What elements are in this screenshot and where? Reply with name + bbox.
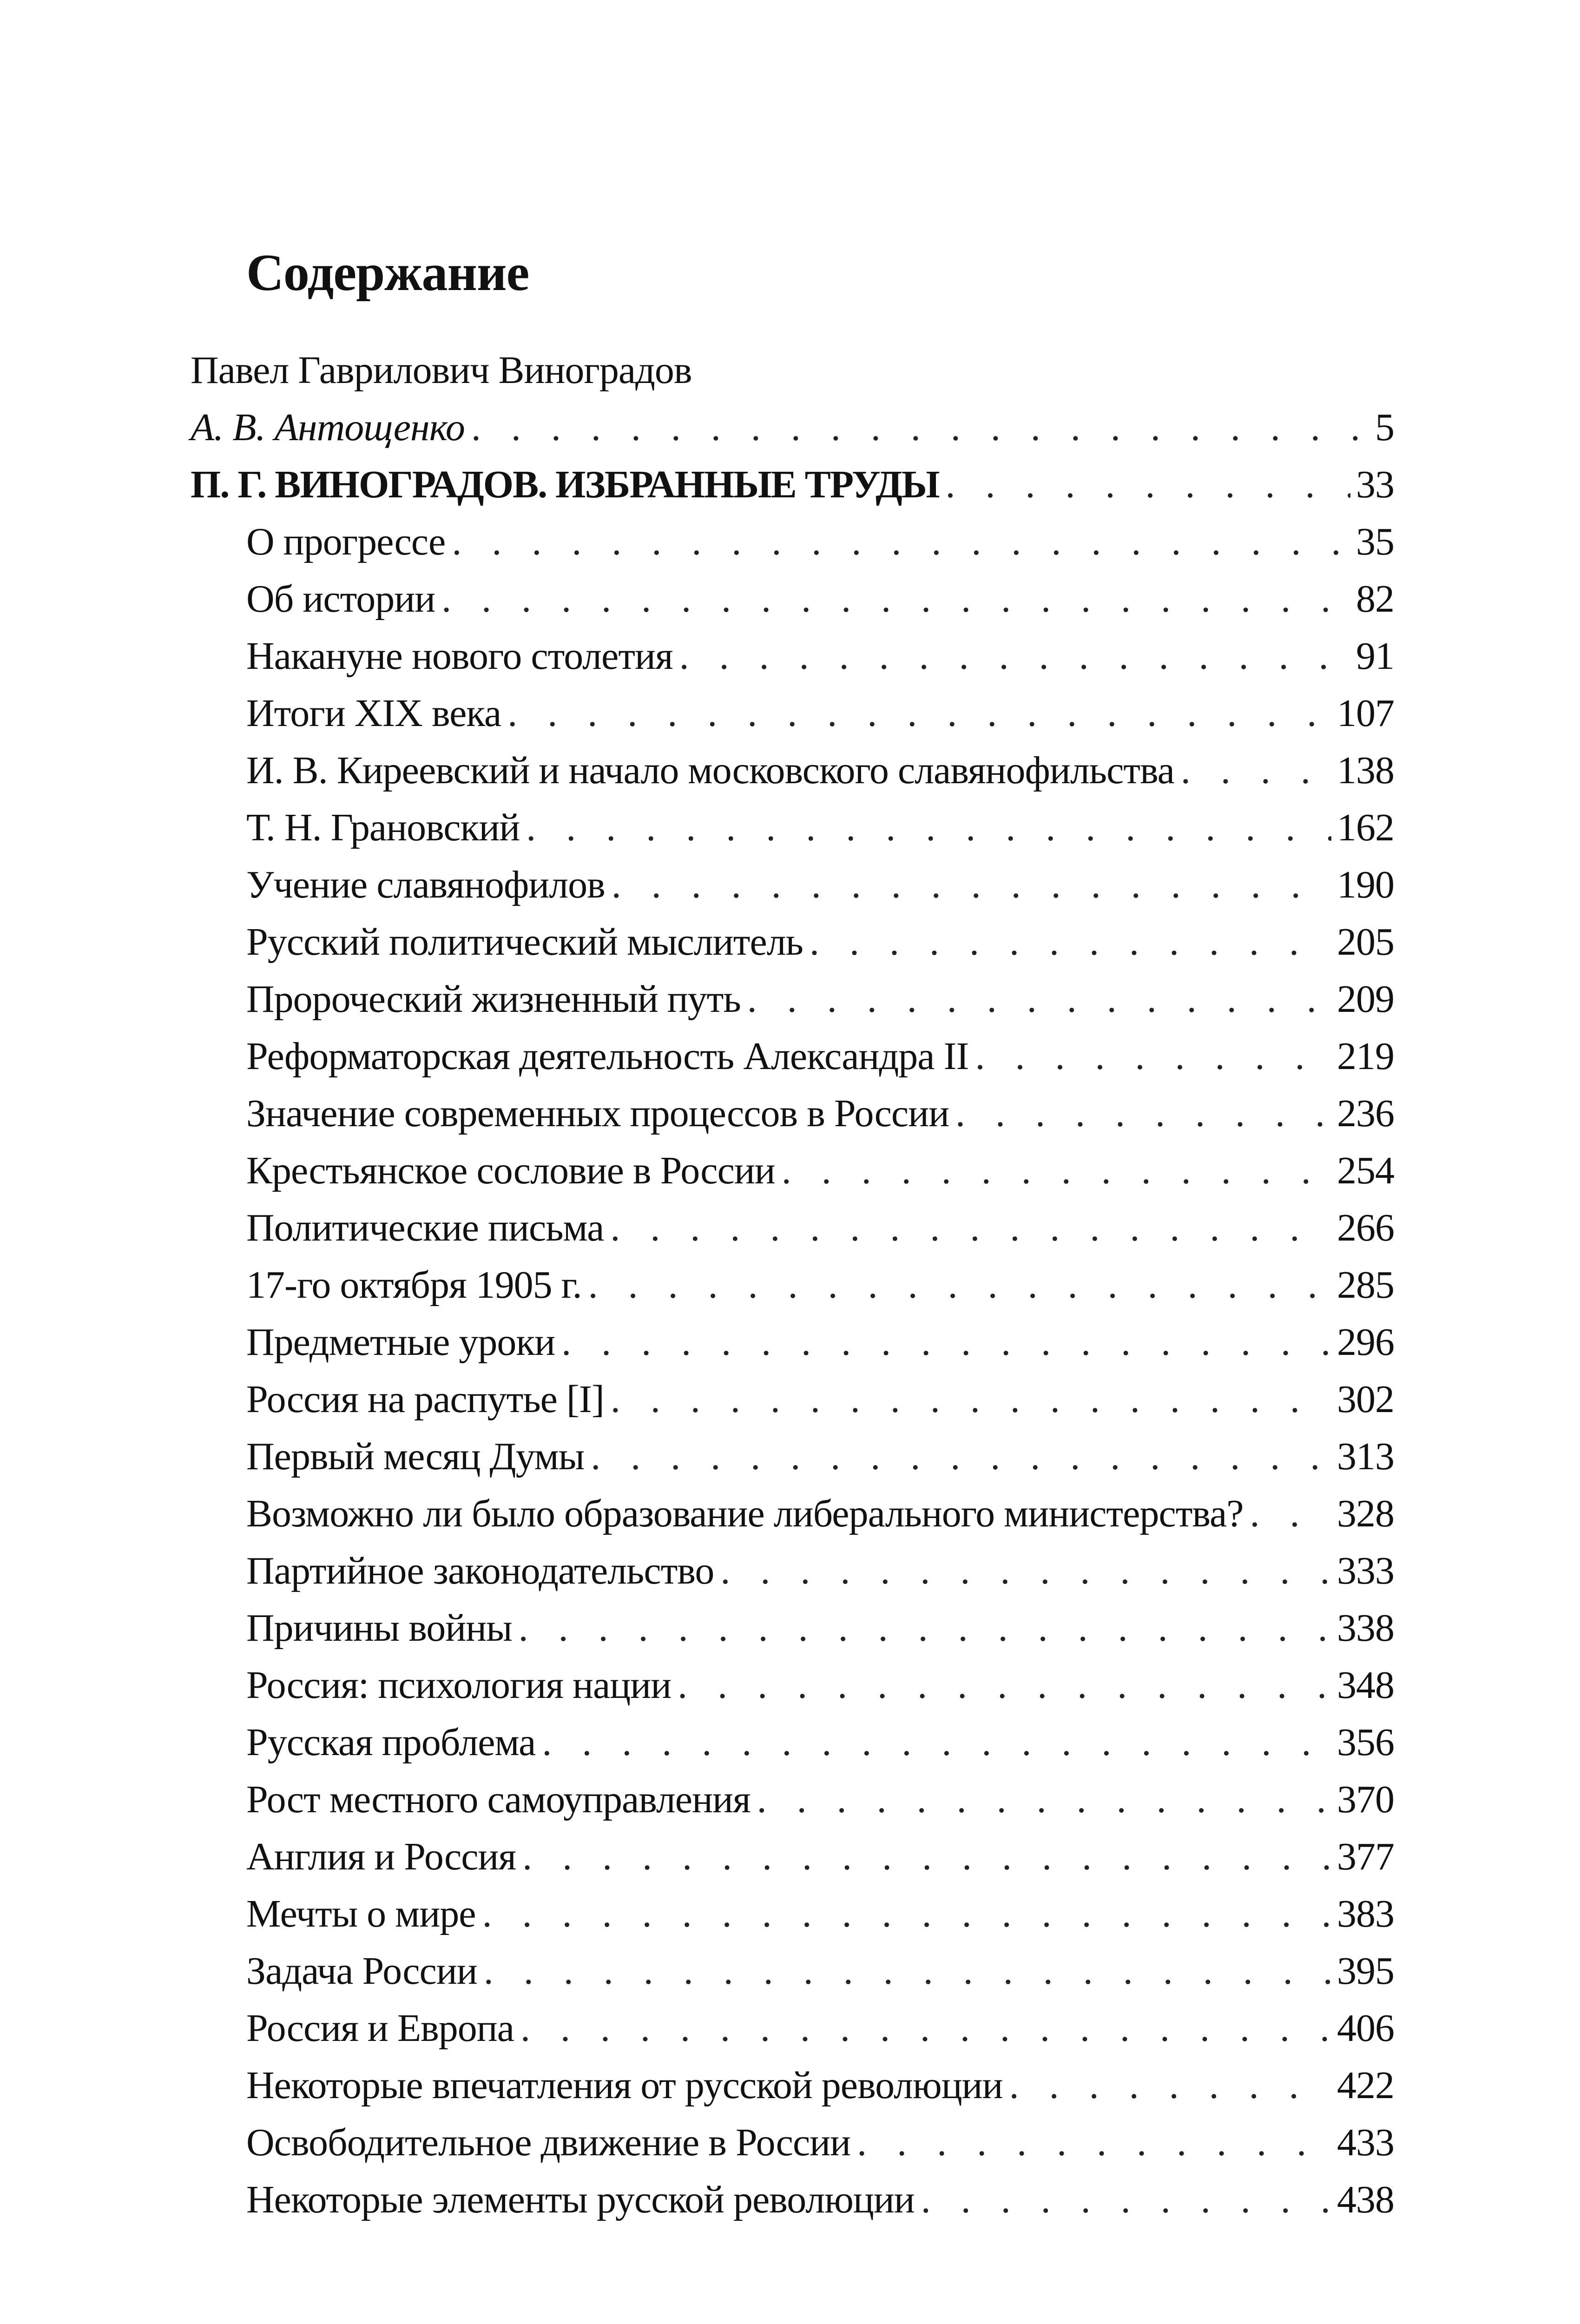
toc-entry-title: Русский политический мыслитель (246, 920, 803, 964)
toc-page-number: 5 (1375, 406, 1394, 449)
dot-leader (520, 2000, 1331, 2057)
toc-entry (191, 2057, 1394, 2114)
toc-part-line (191, 456, 1394, 513)
toc-entry-title: Т. Н. Грановский (246, 806, 520, 849)
toc-page-number: 422 (1337, 2064, 1394, 2107)
toc-page-number: 33 (1356, 463, 1394, 506)
toc-entry-title: Политические письма (246, 1206, 604, 1249)
dot-leader (471, 399, 1369, 456)
toc-entry (191, 1314, 1394, 1371)
toc-entry-title: Накануне нового столетия (246, 634, 673, 678)
toc-entry (191, 1428, 1394, 1485)
toc-page-number: 383 (1337, 1892, 1394, 1935)
toc-entry-title: Об истории (246, 577, 435, 621)
toc-entry-title: Возможно ли было образование либерального министерства? (246, 1492, 1244, 1535)
toc-entry-title: Россия на распутье [I] (246, 1378, 604, 1421)
toc-entry-title: Рост местного самоуправления (246, 1778, 750, 1821)
toc-entry (191, 971, 1394, 1028)
dot-leader (857, 2114, 1331, 2171)
toc-entry-title: Крестьянское сословие в России (246, 1149, 775, 1192)
toc-entry (191, 1199, 1394, 1256)
toc-page-number: 82 (1356, 577, 1394, 621)
dot-leader (1181, 742, 1331, 799)
toc-page-number: 107 (1337, 692, 1394, 735)
toc-entry-title: Некоторые элементы русской революции (246, 2178, 915, 2221)
toc-page-number: 333 (1337, 1549, 1394, 1592)
toc-entry (191, 1028, 1394, 1085)
toc-entry-list (191, 513, 1394, 2228)
toc-page-number: 91 (1356, 634, 1394, 678)
toc-entry (191, 627, 1394, 685)
toc-entry-title: Русская проблема (246, 1721, 536, 1764)
toc-entry (191, 1885, 1394, 1942)
toc-part-title: П. Г. ВИНОГРАДОВ. ИЗБРАННЫЕ ТРУДЫ (191, 463, 939, 506)
dot-leader (484, 1942, 1331, 2000)
toc-page-number: 138 (1337, 749, 1394, 792)
toc-page-number: 266 (1337, 1206, 1394, 1249)
toc-page-number: 433 (1337, 2121, 1394, 2164)
toc-entry (191, 570, 1394, 627)
toc-entry (191, 685, 1394, 742)
toc-entry (191, 913, 1394, 971)
toc-page-number: 254 (1337, 1149, 1394, 1192)
toc-entry-title: Итоги XIX века (246, 692, 501, 735)
toc-entry (191, 1542, 1394, 1599)
toc-page-number: 296 (1337, 1320, 1394, 1364)
toc-entry-title: Реформаторская деятельность Александра II (246, 1035, 969, 1078)
toc-entry-title: Россия: психология нации (246, 1664, 672, 1707)
dot-leader (542, 1714, 1331, 1771)
dot-leader (482, 1885, 1331, 1942)
toc-page-number: 395 (1337, 1949, 1394, 1993)
table-of-contents (191, 342, 1394, 2228)
toc-page-number: 302 (1337, 1378, 1394, 1421)
toc-entry (191, 1085, 1394, 1142)
dot-leader (522, 1828, 1331, 1885)
toc-entry (191, 1828, 1394, 1885)
toc-page-number: 406 (1337, 2007, 1394, 2050)
toc-entry (191, 2171, 1394, 2228)
toc-page-number: 236 (1337, 1092, 1394, 1135)
toc-page-number: 328 (1337, 1492, 1394, 1535)
toc-entry-title: О прогрессе (246, 520, 446, 563)
dot-leader (561, 1314, 1331, 1371)
toc-page-number: 162 (1337, 806, 1394, 849)
dot-leader (441, 570, 1350, 627)
dot-leader (1250, 1485, 1331, 1542)
toc-page-number: 370 (1337, 1778, 1394, 1821)
toc-page-number: 190 (1337, 863, 1394, 906)
toc-entry-title: Некоторые впечатления от русской революции (246, 2064, 1003, 2107)
dot-leader (679, 627, 1350, 685)
dot-leader (747, 971, 1331, 1028)
toc-entry (191, 513, 1394, 570)
toc-entry (191, 1485, 1394, 1542)
dot-leader (507, 685, 1331, 742)
toc-entry-title: Значение современных процессов в России (246, 1092, 949, 1135)
toc-entry-title: 17-го октября 1905 г. (246, 1263, 582, 1307)
toc-entry-title: Партийное законодательство (246, 1549, 714, 1592)
toc-entry (191, 1942, 1394, 2000)
toc-intro-author: А. В. Антощенко (191, 406, 465, 449)
dot-leader (678, 1657, 1331, 1714)
toc-entry (191, 856, 1394, 913)
dot-leader (1009, 2057, 1331, 2114)
toc-entry (191, 2114, 1394, 2171)
dot-leader (757, 1771, 1331, 1828)
toc-entry (191, 1599, 1394, 1657)
toc-page-number: 338 (1337, 1606, 1394, 1650)
toc-page-number: 219 (1337, 1035, 1394, 1078)
dot-leader (975, 1028, 1331, 1085)
toc-page-number: 205 (1337, 920, 1394, 964)
toc-entry-title: Пророческий жизненный путь (246, 977, 741, 1021)
toc-page-number: 377 (1337, 1835, 1394, 1878)
dot-leader (955, 1085, 1331, 1142)
toc-page-number: 35 (1356, 520, 1394, 563)
toc-page-number: 285 (1337, 1263, 1394, 1307)
toc-entry (191, 2000, 1394, 2057)
dot-leader (610, 1199, 1331, 1256)
dot-leader (611, 1371, 1331, 1428)
toc-entry-title: Англия и Россия (246, 1835, 516, 1878)
dot-leader (810, 913, 1331, 971)
toc-entry-title: Предметные уроки (246, 1320, 555, 1364)
dot-leader (782, 1142, 1331, 1199)
toc-entry-title: И. В. Киреевский и начало московского славянофильства (246, 749, 1174, 792)
dot-leader (612, 856, 1331, 913)
toc-entry (191, 1142, 1394, 1199)
dot-leader (921, 2171, 1331, 2228)
toc-page-number: 438 (1337, 2178, 1394, 2221)
dot-leader (720, 1542, 1331, 1599)
toc-entry-title: Освободительное движение в России (246, 2121, 851, 2164)
page-title: Содержание (246, 244, 529, 302)
toc-entry (191, 799, 1394, 856)
toc-entry (191, 1771, 1394, 1828)
toc-entry (191, 1371, 1394, 1428)
dot-leader (591, 1428, 1331, 1485)
toc-intro-title-line (191, 342, 1394, 399)
toc-entry-title: Россия и Европа (246, 2007, 514, 2050)
toc-page-number: 209 (1337, 977, 1394, 1021)
toc-entry-title: Мечты о мире (246, 1892, 476, 1935)
dot-leader (519, 1599, 1331, 1657)
toc-page-number: 313 (1337, 1435, 1394, 1478)
toc-page-number: 348 (1337, 1664, 1394, 1707)
toc-entry-title: Первый месяц Думы (246, 1435, 585, 1478)
toc-intro-title: Павел Гаврилович Виноградов (191, 349, 692, 392)
toc-entry-title: Причины войны (246, 1606, 512, 1650)
dot-leader (945, 456, 1350, 513)
dot-leader (588, 1256, 1331, 1314)
toc-entry (191, 1714, 1394, 1771)
toc-entry (191, 742, 1394, 799)
toc-intro-author-line (191, 399, 1394, 456)
toc-entry-title: Задача России (246, 1949, 477, 1993)
dot-leader (526, 799, 1331, 856)
toc-entry (191, 1256, 1394, 1314)
toc-entry-title: Учение славянофилов (246, 863, 605, 906)
toc-page-number: 356 (1337, 1721, 1394, 1764)
toc-entry (191, 1657, 1394, 1714)
dot-leader (452, 513, 1350, 570)
